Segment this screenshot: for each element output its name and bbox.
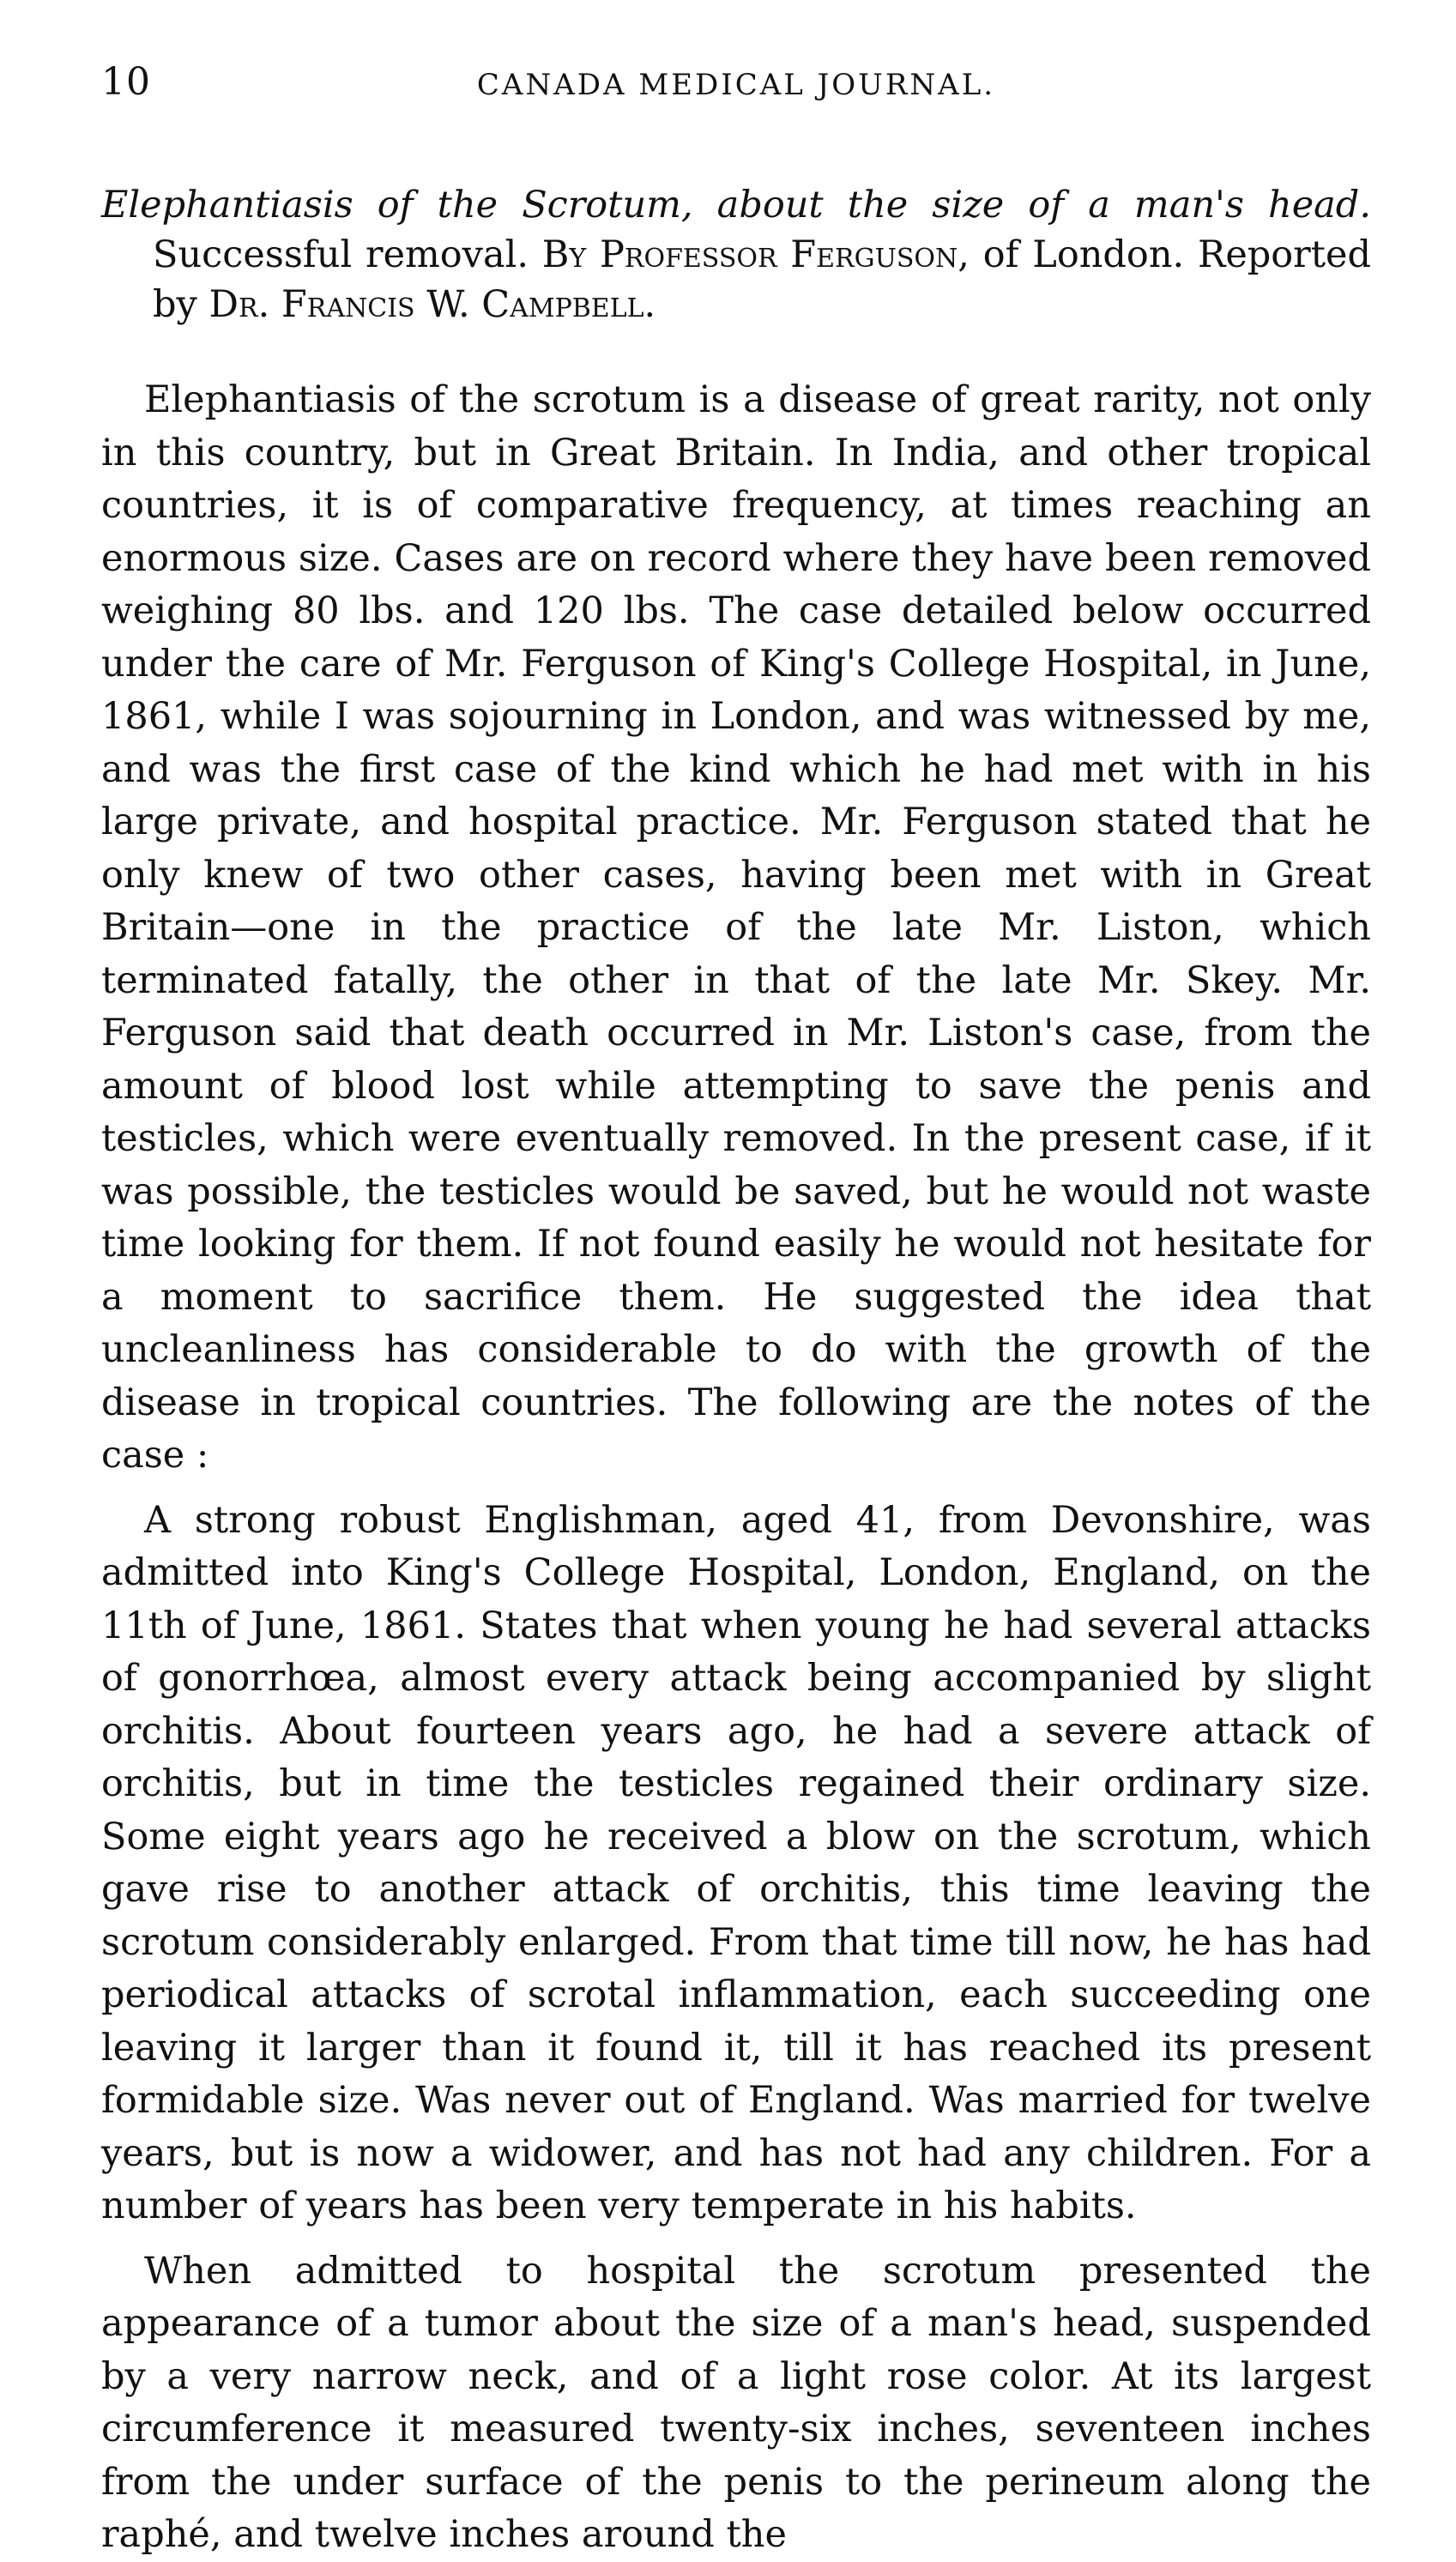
running-head [101, 60, 1371, 120]
article-author-location: , of London. Reported by [153, 233, 1371, 326]
article-author: By Professor Ferguson [541, 233, 958, 276]
article-title [101, 180, 1371, 329]
article-reporter: Dr. Francis W. Campbell. [208, 283, 656, 326]
body-paragraph: When admitted to hospital the scrotum presented the appearance of a tumor about the size of a man's head, suspended by a very narrow neck, and of a light rose color. At its largest circumference it measured twenty-six inches, seventeen inches from the under surface of the penis to the perineum along the raphé, and twelve inches around the [101, 2249, 1371, 2556]
body-paragraph: A strong robust Englishman, aged 41, from Devonshire, was admitted into King's College Hospital, London, England, on the 11th of June, 1861. States that when young he had several attacks of gonorrhœa, almost every attack being accompanied by slight orchitis. About fourteen years ago, he had a severe attack of orchitis, but in time the testicles regained their ordinary size. Some eight years ago he received a blow on the scrotum, which gave rise to another attack of orchitis, this time leaving the scrotum considerably enlarged. From that time till now, he has had periodical attacks of scrotal inflammation, each succeeding one leaving it larger than it found it, till it has reached its present formidable size. Was never out of England. Was married for twelve years, but is now a widower, and has not had any children. For a number of years has been very temperate in his habits. [101, 1498, 1371, 2227]
journal-title: CANADA MEDICAL JOURNAL. [476, 68, 996, 102]
article-title-subject: Elephantiasis of the Scrotum, about the size of a man's head. [101, 184, 1371, 227]
article-title-outcome: Successful removal. [153, 233, 542, 276]
body-paragraph: Elephantiasis of the scrotum is a disease of great rarity, not only in this country, but in Great Britain. In India, and other tropical countries, it is of comparative frequency, at times reaching an enormous size. Cases are on record where they have been removed weighing 80 lbs. and 120 lbs. The case detailed below occurred under the care of Mr. Ferguson of King's College Hospital, in June, 1861, while I was sojourning in London, and was witnessed by me, and was the first case of the kind which he had met with in his large private, and hospital practice. Mr. Ferguson stated that he only knew of two other cases, having been met with in Great Britain—one in the practice of the late Mr. Liston, which terminated fatally, the other in that of the late Mr. Skey. Mr. Ferguson said that death occurred in Mr. Liston's case, from the amount of blood lost while attempting to save the penis and testicles, which were eventually removed. In the present case, if it was possible, the testicles would be saved, but he would not waste time looking for them. If not found easily he would not hesitate for a moment to sacrifice them. He suggested the idea that uncleanliness has considerable to do with the growth of the disease in tropical countries. The following are the notes of the case : [101, 378, 1371, 1477]
journal-page [101, 60, 1371, 2556]
page-number: 10 [101, 60, 151, 104]
article-body [101, 374, 1371, 2562]
